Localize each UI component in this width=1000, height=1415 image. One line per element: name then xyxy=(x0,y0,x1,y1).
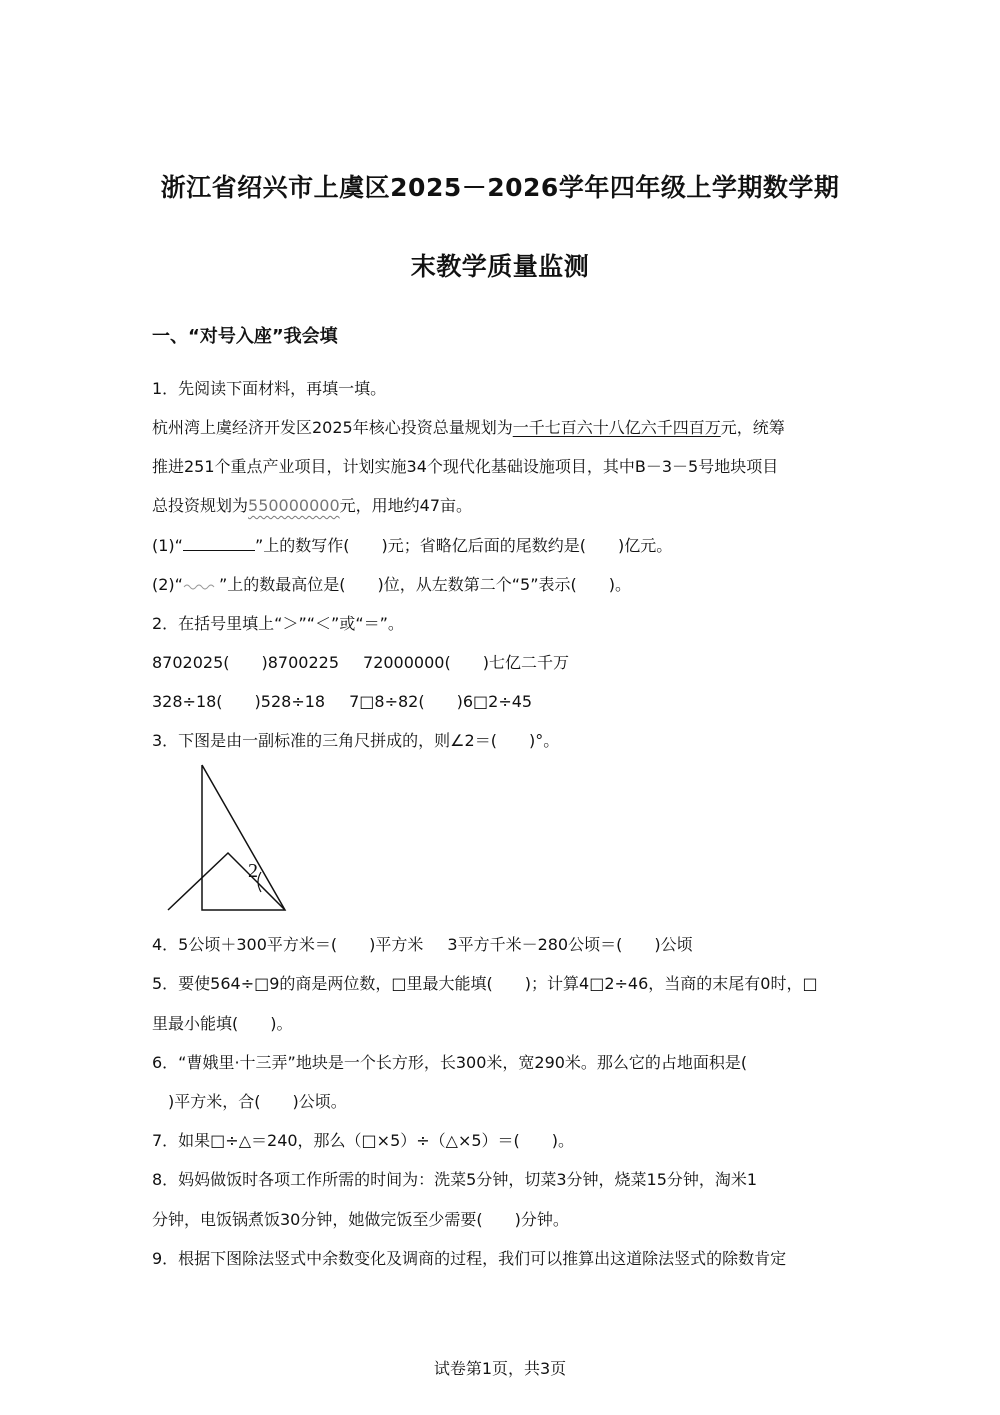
isosceles-triangle xyxy=(168,853,285,910)
q2-item: 72000000( )七亿二千万 xyxy=(363,653,569,672)
underline-marker xyxy=(183,536,255,551)
q1-sub2 xyxy=(152,574,631,596)
page-footer: 试卷第1页，共3页 xyxy=(433,1359,567,1378)
q1-text: 杭州湾上虞经济开发区2025年核心投资总量规划为 xyxy=(152,418,513,437)
triangle-ruler-diagram xyxy=(160,760,295,915)
q2-item: 8702025( )8700225 xyxy=(152,653,340,672)
exam-title-line2: 末教学质量监测 xyxy=(410,252,590,281)
q1-material-line3 xyxy=(152,495,472,517)
q2-row2 xyxy=(152,691,532,713)
wavy-line-marker xyxy=(183,578,219,590)
q2-stem: 2．在括号里填上“＞”“＜”或“＝”。 xyxy=(152,614,404,633)
q5-line1: 5．要使564÷□9的商是两位数，□里最大能填( )；计算4□2÷46，当商的末尾有0时，□ xyxy=(152,974,818,993)
q4 xyxy=(152,934,693,956)
angle-arc xyxy=(258,872,261,892)
q4-part-a: 4．5公顷＋300平方米＝( )平方米 xyxy=(152,935,424,954)
q2-row1 xyxy=(152,652,569,674)
q6-line2: )平方米，合( )公顷。 xyxy=(152,1092,347,1111)
q3-stem: 3．下图是由一副标准的三角尺拼成的，则∠2＝( )°。 xyxy=(152,731,560,750)
q2-item: 328÷18( )528÷18 xyxy=(152,692,326,711)
q1-sub1-text: ”上的数写作( )元；省略亿后面的尾数约是( )亿元。 xyxy=(254,536,673,555)
q1-material-line1 xyxy=(152,417,785,439)
q1-text: 元，统筹 xyxy=(720,418,785,437)
q1-text: 总投资规划为 xyxy=(152,496,249,515)
q4-part-b: 3平方千米－280公顷＝( )公顷 xyxy=(447,935,693,954)
q1-sub2-text: ”上的数最高位是( )位，从左数第二个“5”表示( )。 xyxy=(218,575,631,594)
q1-material-line2: 推进251个重点产业项目，计划实施34个现代化基础设施项目，其中B－3－5号地块项目 xyxy=(152,457,779,476)
section-heading: 一、“对号入座”我会填 xyxy=(152,326,338,347)
q8-line2: 分钟，电饭锅煮饭30分钟，她做完饭至少需要( )分钟。 xyxy=(152,1210,569,1229)
q6-line1: 6．“曹娥里·十三弄”地块是一个长方形，长300米，宽290米。那么它的占地面积是( xyxy=(152,1053,748,1072)
q1-intro: 1．先阅读下面材料，再填一填。 xyxy=(152,379,387,398)
q8-line1: 8．妈妈做饭时各项工作所需的时间为：洗菜5分钟，切菜3分钟，烧菜15分钟，淘米1 xyxy=(152,1170,758,1189)
angle-label: 2 xyxy=(248,860,258,882)
q9: 9．根据下图除法竖式中余数变化及调商的过程，我们可以推算出这道除法竖式的除数肯定 xyxy=(152,1249,787,1268)
q1-underlined-number: 一千七百六十八亿六千四百万 xyxy=(512,418,721,437)
exam-title-line1: 浙江省绍兴市上虞区2025－2026学年四年级上学期数学期 xyxy=(160,173,840,202)
q1-sub2-prefix: (2)“ xyxy=(152,575,183,594)
tall-triangle xyxy=(202,765,285,910)
q1-text: 元，用地约47亩。 xyxy=(339,496,473,515)
q5-line2: 里最小能填( )。 xyxy=(152,1014,293,1033)
q1-sub1-prefix: (1)“ xyxy=(152,536,183,555)
q1-sub1 xyxy=(152,535,672,557)
q7: 7．如果□÷△＝240，那么（□×5）÷（△×5）＝( )。 xyxy=(152,1131,575,1150)
q2-item: 7□8÷82( )6□2÷45 xyxy=(349,692,533,711)
q1-wavy-number: 550000000 xyxy=(248,496,340,515)
